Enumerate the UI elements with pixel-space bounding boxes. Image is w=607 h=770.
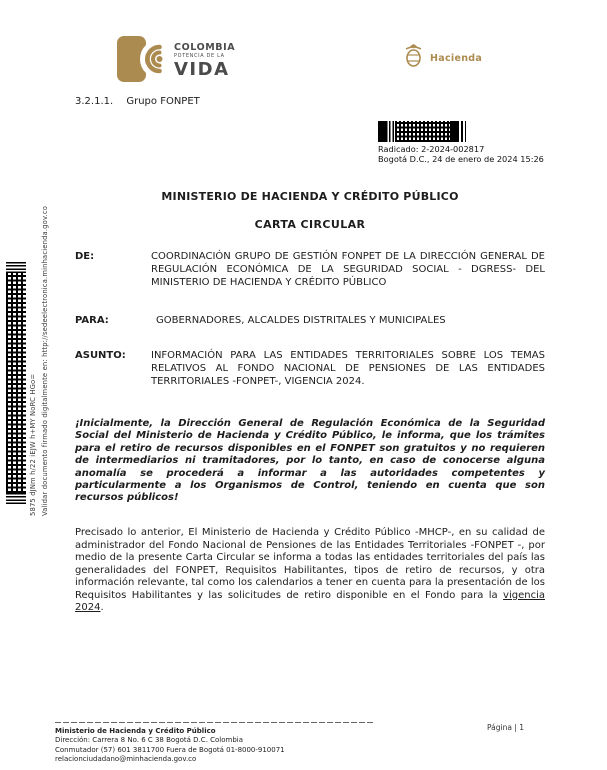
- field-asunto-label: ASUNTO:: [75, 350, 126, 362]
- hacienda-logo-label: Hacienda: [430, 52, 483, 64]
- footer-phone: Conmutador (57) 601 3811700 Fuera de Bogotá 01-8000-910071: [55, 745, 285, 754]
- field-asunto: [75, 350, 545, 388]
- field-asunto-value: INFORMACIÓN PARA LAS ENTIDADES TERRITORIALES SOBRE LOS TEMAS RELATIVOS AL FONDO NACIONAL DE PENSIONES DE LAS ENTIDADES TERRITORIALES -FONPET-, VIGENCIA 2024.: [151, 350, 545, 387]
- hacienda-coat-of-arms-icon: [403, 43, 424, 73]
- body-paragraph-period: .: [100, 602, 104, 613]
- footer-separator: [55, 722, 375, 723]
- radicado-date: Bogotá D.C., 24 de enero de 2024 15:26: [378, 154, 544, 164]
- letter-fields: [75, 251, 545, 389]
- section-number: 3.2.1.1.: [75, 96, 114, 107]
- field-de-label: DE:: [75, 251, 95, 262]
- radicado-number: Radicado: 2-2024-002817: [378, 144, 485, 154]
- colombia-brand-icon: [117, 35, 167, 87]
- footer-email: relacionciudadano@minhacienda.gov.co: [55, 755, 197, 764]
- radicado-stamp: [378, 121, 544, 164]
- body-paragraph-underlined: vigencia 2024: [75, 589, 545, 613]
- emphasis-paragraph: ¡Inicialmente, la Dirección General de Regulación Económica de la Seguridad Social del Ministerio de Hacienda y Crédito Público, le informa, que los trámites para el retiro de recursos disponibles en el FONPET son gratuitos y no requieren de intermediarios ni tramitadores, por lo tanto, en caso de conocerse alguna anomalía se procederá a informar a las autoridades competentes y particularmente a los Organismos de Control, teniendo en cuenta que son recursos públicos!: [75, 418, 545, 504]
- section-heading: [75, 96, 200, 107]
- signature-2d-barcode: [6, 264, 26, 502]
- field-para-value: GOBERNADORES, ALCALDES DISTRITALES Y MUNICIPALES: [156, 315, 446, 327]
- footer-address: Dirección: Carrera 8 No. 6 C 38 Bogotá D.C. Colombia: [55, 736, 244, 745]
- section-title: Grupo FONPET: [126, 96, 200, 107]
- body-paragraph: [75, 527, 545, 615]
- field-para: [75, 315, 545, 328]
- colombia-logo-text: COLOMBIA POTENCIA DE LA VIDA: [174, 42, 236, 80]
- footer: [55, 727, 285, 765]
- ministry-title: MINISTERIO DE HACIENDA Y CRÉDITO PÚBLICO: [161, 190, 459, 203]
- document-type-title: CARTA CIRCULAR: [254, 218, 366, 231]
- body-paragraph-text: Precisado lo anterior, El Ministerio de Hacienda y Crédito Público -MHCP-, en su calidad de administrador del Fondo Nacional de Pensiones de las Entidades Territoriales -FONPET -, por medio de la presente Carta Circular se informa a todas las entidades territoriales del país las generalidades del FONPET, Requisitos Habilitantes, tipos de retiro de recursos, y otra información relevante, tal como los calendarios a tener en cuenta para la presentación de los Requisitos Habilitantes y las solicitudes de retiro disponible en el Fondo para la: [75, 527, 545, 601]
- page-number: Página | 1: [487, 723, 525, 732]
- footer-org: Ministerio de Hacienda y Crédito Público: [55, 727, 216, 735]
- validation-url-vertical: Validar documento firmado digitalmente en: http://sedeelectronica.minhacienda.gov.co: [41, 205, 49, 516]
- field-de: [75, 251, 545, 289]
- radicado-barcode: [378, 121, 466, 142]
- field-para-label: PARA:: [75, 315, 109, 327]
- hacienda-logo: [403, 43, 482, 73]
- field-de-value: COORDINACIÓN GRUPO DE GESTIÓN FONPET DE LA DIRECCIÓN GENERAL DE REGULACIÓN ECONÓMICA DE LA SEGURIDAD SOCIAL - DGRESS- DEL MINISTERIO DE HACIENDA Y CRÉDITO PÚBLICO: [151, 251, 545, 288]
- colombia-logo: [117, 35, 235, 87]
- signature-code-vertical: 5875 dJNm h/22 iEJW h+MY NoRC HGo=: [29, 373, 37, 516]
